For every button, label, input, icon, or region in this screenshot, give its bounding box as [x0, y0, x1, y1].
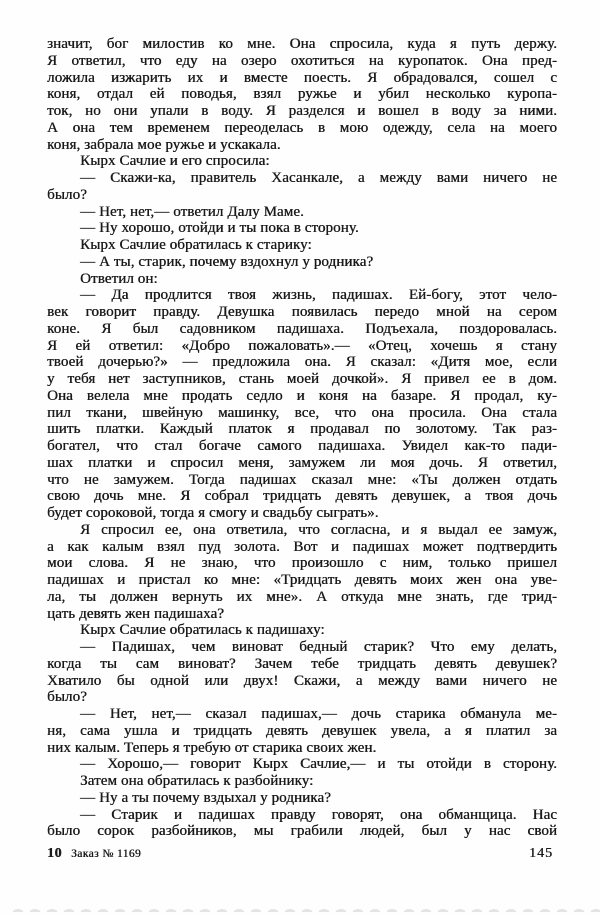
- text-line: было сорок разбойников, мы грабили людей, был у нас свой: [47, 823, 557, 840]
- text-line: них калым. Теперь я требую от старика своих жен.: [47, 739, 377, 756]
- text-line: свою дочь мне. Я собрал тридцать девять девушек, а твоя дочь: [47, 488, 557, 505]
- text-line: коне. Я был садовником падишаха. Подъехала, поздоровалась.: [47, 320, 557, 337]
- page-number: 145: [529, 846, 553, 861]
- text-line: что не замужем. Тогда падишах сказал мне: «Ты должен отдать: [47, 471, 557, 488]
- text-line: ток, но они упали в воду. Я разделся и вошел в воду за ними.: [47, 103, 557, 119]
- text-line: значит, бог милостив ко мне. Она спросила, куда я путь держу.: [47, 36, 557, 52]
- text-line: будет сороковой, тогда я смогу и свадьбу сыграть».: [47, 505, 379, 521]
- scan-edge-artifact: [10, 903, 600, 912]
- text-line: ложила изжарить их и вместе поесть. Я обрадовался, сошел с: [47, 69, 557, 86]
- text-line: — Старик и падишах правду говорят, она обманщица. Нас: [80, 806, 557, 823]
- text-line: коня, забрала мое ружье и ускакала.: [47, 136, 281, 153]
- text-line: Кырх Сачлие и его спросила:: [80, 153, 270, 170]
- text-line: когда ты сам виноват? Зачем тебе тридцать девять девушек?: [47, 655, 557, 672]
- text-line: мои слова. Я не знаю, что произошло с ним, только пришел: [47, 555, 557, 572]
- text-line: Она велела мне продать седло и коня на базаре. Я продал, ку-: [47, 387, 557, 404]
- text-line: Я ей ответил: «Добро пожаловать».— «Отец, хочешь я стану: [47, 337, 557, 354]
- text-line: было?: [47, 689, 87, 706]
- page-footer: [47, 846, 553, 862]
- text-line: — Скажи-ка, правитель Хасанкале, а между вами ничего не: [80, 170, 557, 186]
- text-line: у тебя нет заступников, стань моей дочкой». Я привел ее в дом.: [47, 371, 557, 387]
- text-line: — Нет, нет,— ответил Далу Маме.: [80, 203, 304, 220]
- order-number: Заказ № 1169: [71, 848, 142, 860]
- text-line: шить платки. Каждый платок я продавал по золотому. Так раз-: [47, 421, 557, 438]
- text-line: Кырх Сачлие обратилась к падишаху:: [80, 622, 325, 639]
- text-line: Хватило бы одной или двух! Скажи, а между вами ничего не: [47, 672, 557, 689]
- text-line: Затем она обратилась к разбойнику:: [80, 773, 314, 789]
- text-line: ня, сама ушла и тридцать девять девушек увела, а я платил за: [47, 722, 557, 739]
- text-line: а как калым взял пуд золота. Вот и падишах может подтвердить: [47, 538, 557, 555]
- text-line: пил ткани, швейную машинку, все, что она просила. Она стала: [47, 404, 557, 421]
- text-line: Ответил он:: [80, 270, 158, 287]
- text-line: — Хорошо,— говорит Кырх Сачлие,— и ты отойди в сторону.: [80, 756, 557, 773]
- footer-left-group: [47, 846, 141, 862]
- text-line: — Нет, нет,— сказал падишах,— дочь старика обманула ме-: [80, 706, 557, 722]
- text-line: Я ответил, что еду на озеро охотиться на куропаток. Она пред-: [47, 52, 557, 69]
- text-line: шах платки и спросил меня, замужем ли моя дочь. Я ответил,: [47, 454, 557, 471]
- text-line: — Ну а ты почему вздыхал у родника?: [80, 789, 331, 806]
- print-run-number: 10: [47, 846, 62, 861]
- text-line: богател, что стал богаче самого падишаха. Увидел как-то пади-: [47, 438, 557, 454]
- text-line: Я спросил ее, она ответила, что согласна, и я выдал ее замуж,: [80, 521, 557, 538]
- text-line: — А ты, старик, почему вздохнул у родника?: [80, 253, 374, 270]
- text-line: век говорит правду. Девушка появилась передо мной на сером: [47, 304, 557, 320]
- text-line: А она тем временем переоделась в мою одежду, села на моего: [47, 119, 557, 136]
- text-line: — Падишах, чем виноват бедный старик? Что ему делать,: [80, 639, 557, 655]
- text-line: твоей дочерью?» — предложила она. Я сказал: «Дитя мое, если: [47, 354, 557, 371]
- text-line: ла, ты должен вернуть их мне». А откуда мне знать, где трид-: [47, 588, 557, 605]
- text-line: — Да продлится твоя жизнь, падишах. Ей-богу, этот чело-: [80, 287, 557, 304]
- page-text-block: [47, 36, 557, 840]
- text-line: было?: [47, 186, 87, 203]
- text-line: Кырх Сачлие обратилась к старику:: [80, 237, 312, 253]
- text-line: коня, отдал ей поводья, взял ружье и убил несколько куропа-: [47, 86, 557, 103]
- text-line: цать девять жен падишаха?: [47, 605, 224, 622]
- text-line: падишах и пристал ко мне: «Тридцать девять моих жен она уве-: [47, 572, 557, 588]
- text-line: — Ну хорошо, отойди и ты пока в сторону.: [80, 220, 359, 237]
